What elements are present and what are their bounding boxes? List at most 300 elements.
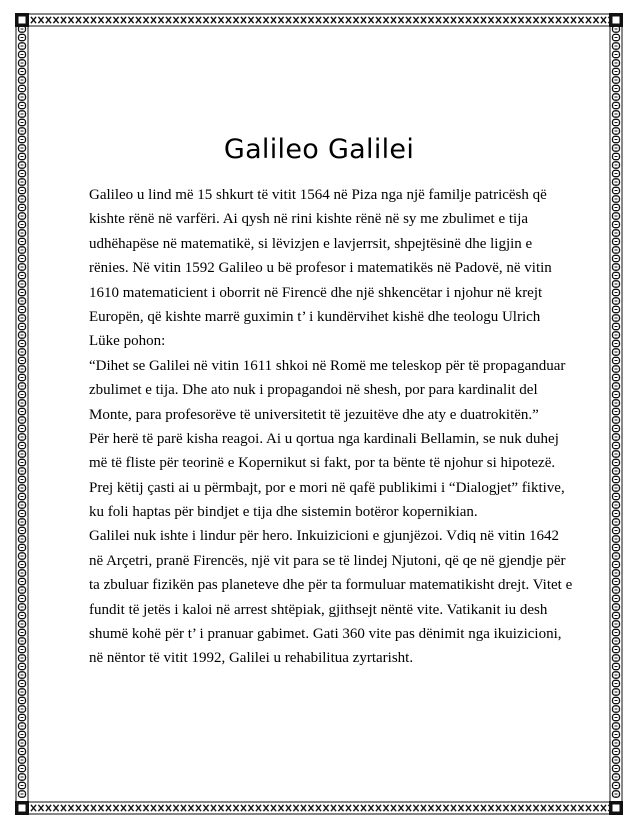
border-x-mark [128, 805, 133, 811]
border-x-mark [391, 17, 396, 23]
border-chain-link [613, 196, 620, 202]
border-chain-link [19, 434, 26, 440]
border-chain-link [19, 51, 26, 57]
border-x-mark [143, 805, 148, 811]
border-x-mark [338, 17, 343, 23]
border-chain-link [613, 68, 620, 74]
border-chain-link [613, 383, 620, 389]
border-chain-link [19, 672, 26, 678]
border-chain-link [19, 340, 26, 346]
border-x-mark [331, 805, 336, 811]
border-chain-link [19, 519, 26, 525]
border-x-mark [68, 17, 73, 23]
border-chain-link [19, 791, 26, 797]
border-chain-link [19, 578, 26, 584]
border-x-mark [563, 805, 568, 811]
border-x-mark [91, 17, 96, 23]
border-chain-link [19, 238, 26, 244]
text-line: Për herë të parë kisha reagoi. Ai u qortua nga kardinali Bellamin, se nuk duhej [89, 430, 559, 447]
border-chain-link [613, 765, 620, 771]
border-chain-link [19, 723, 26, 729]
border-chain-link [19, 740, 26, 746]
border-x-mark [211, 805, 216, 811]
border-x-mark [346, 805, 351, 811]
border-chain-link [613, 714, 620, 720]
border-x-mark [353, 17, 358, 23]
border-x-mark [76, 17, 81, 23]
border-chain-link [613, 340, 620, 346]
border-chain-link [19, 731, 26, 737]
border-x-mark [571, 805, 576, 811]
border-x-mark [128, 17, 133, 23]
border-x-mark [106, 17, 111, 23]
border-x-mark [98, 17, 103, 23]
border-x-mark [151, 17, 156, 23]
border-chain-link [19, 663, 26, 669]
text-line: Galileo u lind më 15 shkurt të vitit 1564 në Piza nga një familje patricësh që [89, 187, 547, 203]
text-line: “Dihet se Galilei në vitin 1611 shkoi në Romë me teleskop për të propaganduar [89, 357, 566, 374]
text-line: në Arçetri, pranë Firencës, një vit para se të lindej Njutoni, që qe në gjendje për [89, 552, 566, 569]
border-x-mark [53, 805, 58, 811]
border-x-mark [91, 805, 96, 811]
border-x-mark [458, 17, 463, 23]
border-chain-link [19, 655, 26, 661]
border-chain-link [19, 230, 26, 236]
border-chain-link [613, 298, 620, 304]
border-chain-link [19, 374, 26, 380]
border-chain-link [19, 510, 26, 516]
border-chain-link [19, 536, 26, 542]
border-x-mark [271, 805, 276, 811]
border-chain-link [613, 510, 620, 516]
border-x-mark [451, 805, 456, 811]
border-chain-link [613, 527, 620, 533]
border-x-mark [83, 805, 88, 811]
border-x-mark [413, 805, 418, 811]
border-chain-link [19, 247, 26, 253]
border-x-mark [593, 17, 598, 23]
border-x-mark [368, 805, 373, 811]
text-line: Monte, para profesorëve të universitetit të jezuitëve dhe aty e duatrokitën.” [89, 406, 539, 423]
border-x-mark [218, 805, 223, 811]
border-x-mark [256, 17, 261, 23]
border-chain-link [613, 544, 620, 550]
border-chain-link [19, 170, 26, 176]
border-chain-link [613, 272, 620, 278]
border-x-mark [263, 17, 268, 23]
border-chain-link [19, 595, 26, 601]
border-chain-link [613, 774, 620, 780]
border-chain-link [613, 731, 620, 737]
border-x-mark [31, 805, 36, 811]
border-x-mark [556, 17, 561, 23]
border-chain-link [613, 187, 620, 193]
border-chain-link [19, 544, 26, 550]
border-x-mark [316, 17, 321, 23]
border-chain-link [613, 60, 620, 66]
border-x-mark [256, 805, 261, 811]
border-x-mark [526, 17, 531, 23]
border-chain-link [19, 638, 26, 644]
border-x-mark [61, 805, 66, 811]
border-chain-link [19, 553, 26, 559]
border-x-mark [406, 17, 411, 23]
border-x-mark [368, 17, 373, 23]
border-chain-link [613, 230, 620, 236]
border-x-mark [181, 17, 186, 23]
border-chain-link [19, 774, 26, 780]
border-x-mark [481, 17, 486, 23]
border-x-mark [398, 805, 403, 811]
border-chain-link [613, 255, 620, 261]
border-x-mark [421, 17, 426, 23]
border-chain-link [613, 655, 620, 661]
border-chain-link [19, 459, 26, 465]
border-chain-link [613, 315, 620, 321]
border-chain-link [613, 417, 620, 423]
border-chain-link [613, 672, 620, 678]
border-x-mark [466, 805, 471, 811]
border-x-mark [601, 805, 606, 811]
border-x-mark [46, 805, 51, 811]
text-line: Lüke pohon: [89, 333, 166, 350]
border-x-mark [451, 17, 456, 23]
border-x-mark [293, 17, 298, 23]
text-line: fundit të jetës i kaloi në arrest shtëpiak, gjithsejt nëntë vite. Vatikanit iu desh [89, 601, 548, 618]
border-chain-link [19, 332, 26, 338]
border-x-mark [241, 17, 246, 23]
border-chain-link [19, 451, 26, 457]
border-chain-link [613, 680, 620, 686]
border-chain-link [19, 196, 26, 202]
border-x-mark [271, 17, 276, 23]
border-x-mark [226, 17, 231, 23]
border-x-mark [218, 17, 223, 23]
border-chain-link [613, 493, 620, 499]
border-chain-link [19, 714, 26, 720]
border-chain-link [613, 408, 620, 414]
border-x-mark [503, 17, 508, 23]
border-chain-link [19, 77, 26, 83]
border-x-mark [533, 17, 538, 23]
border-x-mark [98, 805, 103, 811]
border-chain-link [19, 697, 26, 703]
border-x-mark [481, 805, 486, 811]
border-chain-link [613, 85, 620, 91]
border-x-mark [61, 17, 66, 23]
border-chain-link [19, 221, 26, 227]
border-x-mark [421, 805, 426, 811]
border-x-mark [466, 17, 471, 23]
border-x-mark [571, 17, 576, 23]
border-x-mark [331, 17, 336, 23]
border-x-mark [496, 17, 501, 23]
border-chain-link [613, 561, 620, 567]
border-chain-link [613, 425, 620, 431]
border-x-mark [248, 805, 253, 811]
border-chain-link [613, 451, 620, 457]
border-x-mark [31, 17, 36, 23]
border-x-mark [473, 805, 478, 811]
border-x-mark [226, 805, 231, 811]
border-x-mark [346, 17, 351, 23]
border-chain-link [19, 527, 26, 533]
border-chain-link [613, 119, 620, 125]
border-x-mark [511, 805, 516, 811]
border-x-mark [586, 805, 591, 811]
text-line: ta zbuluar fizikën pas planeteve dhe për ta formuluar matematikisht drejt. Vitet e [89, 577, 573, 594]
text-line: shumë kohë për t’ i pranuar gabimet. Gati 360 vite pas dënimit nga ikuizicioni, [89, 626, 562, 643]
border-x-mark [233, 805, 238, 811]
border-chain-link [613, 459, 620, 465]
border-x-mark [136, 17, 141, 23]
border-x-mark [578, 17, 583, 23]
border-chain-link [613, 740, 620, 746]
border-x-mark [338, 805, 343, 811]
border-chain-link [19, 43, 26, 49]
border-chain-link [613, 612, 620, 618]
border-chain-link [19, 502, 26, 508]
border-x-mark [428, 17, 433, 23]
border-chain-link [19, 442, 26, 448]
text-line: udhëhapëse në matematikë, si lëvizjen e lavjerrsit, shpejtësinë dhe ligjin e [89, 235, 533, 252]
border-chain-link [19, 187, 26, 193]
text-line: Prej këtij çasti ai u përmbajt, por e mori në qafë publikimi i “Dialogjet” fiktive, [89, 479, 565, 496]
border-x-mark [578, 805, 583, 811]
border-chain-link [613, 791, 620, 797]
border-x-mark [511, 17, 516, 23]
border-chain-link [613, 400, 620, 406]
border-chain-link [613, 621, 620, 627]
border-x-mark [136, 805, 141, 811]
border-x-mark [203, 17, 208, 23]
border-chain-link [19, 349, 26, 355]
border-x-mark [541, 17, 546, 23]
border-x-mark [53, 17, 58, 23]
border-chain-link [19, 570, 26, 576]
border-chain-link [613, 638, 620, 644]
border-x-mark [361, 17, 366, 23]
border-chain-link [613, 102, 620, 108]
border-chain-link [19, 111, 26, 117]
border-chain-link [613, 111, 620, 117]
border-chain-link [613, 570, 620, 576]
border-chain-link [613, 629, 620, 635]
border-chain-link [613, 536, 620, 542]
border-x-mark [503, 805, 508, 811]
border-x-mark [406, 805, 411, 811]
page-title: Galileo Galilei [223, 134, 415, 165]
border-chain-link [19, 357, 26, 363]
border-chain-link [19, 391, 26, 397]
border-chain-link [613, 646, 620, 652]
border-chain-link [19, 272, 26, 278]
border-chain-link [19, 604, 26, 610]
border-x-mark [413, 17, 418, 23]
border-x-mark [601, 17, 606, 23]
border-chain-link [613, 281, 620, 287]
border-chain-link [613, 476, 620, 482]
border-chain-link [19, 60, 26, 66]
border-x-mark [496, 805, 501, 811]
border-chain-link [19, 587, 26, 593]
border-chain-link [19, 757, 26, 763]
border-x-mark [166, 805, 171, 811]
text-line: ku foli haptas për bindjet e tija dhe sistemin botëror kopernikian. [89, 504, 478, 521]
border-chain-link [613, 689, 620, 695]
border-x-mark [143, 17, 148, 23]
border-chain-link [613, 204, 620, 210]
border-chain-link [19, 315, 26, 321]
border-x-mark [556, 805, 561, 811]
border-x-mark [428, 805, 433, 811]
border-chain-link [19, 366, 26, 372]
border-x-mark [158, 805, 163, 811]
border-chain-link [19, 289, 26, 295]
border-x-mark [383, 17, 388, 23]
border-x-mark [443, 805, 448, 811]
border-chain-link [19, 213, 26, 219]
border-x-mark [308, 805, 313, 811]
border-x-mark [121, 805, 126, 811]
border-chain-link [19, 476, 26, 482]
border-chain-link [613, 238, 620, 244]
border-x-mark [38, 805, 43, 811]
border-x-mark [68, 805, 73, 811]
border-x-mark [113, 805, 118, 811]
border-chain-link [613, 349, 620, 355]
border-x-mark [316, 805, 321, 811]
border-x-mark [151, 805, 156, 811]
border-chain-link [613, 323, 620, 329]
border-chain-link [613, 51, 620, 57]
border-x-mark [196, 805, 201, 811]
text-line: zbulimet e tija. Dhe ato nuk i propagandoi në shesh, por para kardinalit del [89, 382, 538, 399]
border-chain-link [613, 289, 620, 295]
border-chain-link [19, 94, 26, 100]
border-chain-link [19, 561, 26, 567]
border-x-mark [488, 805, 493, 811]
border-chain-link [613, 442, 620, 448]
border-x-mark [113, 17, 118, 23]
border-chain-link [19, 306, 26, 312]
border-chain-link [19, 468, 26, 474]
border-x-mark [121, 17, 126, 23]
border-chain-link [613, 485, 620, 491]
border-x-mark [233, 17, 238, 23]
border-x-mark [563, 17, 568, 23]
border-chain-link [613, 502, 620, 508]
border-x-mark [436, 17, 441, 23]
border-chain-link [613, 170, 620, 176]
body-text [89, 183, 573, 671]
border-x-mark [526, 805, 531, 811]
border-x-mark [188, 805, 193, 811]
border-x-mark [518, 805, 523, 811]
border-x-mark [46, 17, 51, 23]
border-chain-link [613, 706, 620, 712]
border-x-mark [308, 17, 313, 23]
border-x-mark [541, 805, 546, 811]
border-chain-link [19, 298, 26, 304]
border-x-mark [301, 805, 306, 811]
border-x-mark [518, 17, 523, 23]
border-x-mark [173, 17, 178, 23]
border-x-mark [548, 17, 553, 23]
border-chain-link [613, 34, 620, 40]
border-chain-link [19, 264, 26, 270]
border-chain-link [19, 493, 26, 499]
border-chain-link [19, 34, 26, 40]
border-chain-link [19, 119, 26, 125]
border-chain-link [613, 519, 620, 525]
border-chain-link [19, 179, 26, 185]
border-chain-link [613, 357, 620, 363]
border-chain-link [613, 723, 620, 729]
text-line: më të fliste për teorinë e Kopernikut si fakt, por ta bënte të njohur si hipotezë. [89, 455, 556, 472]
border-chain-link [19, 323, 26, 329]
border-x-mark [533, 805, 538, 811]
border-x-mark [488, 17, 493, 23]
border-x-mark [376, 805, 381, 811]
text-line: Europën, që kishte marrë guximin t’ i kundërvihet kishë dhe teologu Ulrich [89, 308, 541, 325]
border-chain-link [613, 366, 620, 372]
border-x-mark [248, 17, 253, 23]
border-chain-link [613, 434, 620, 440]
border-chain-link [19, 417, 26, 423]
border-chain-link [613, 663, 620, 669]
border-x-mark [38, 17, 43, 23]
border-chain-link [613, 77, 620, 83]
border-chain-link [613, 179, 620, 185]
border-chain-link [613, 306, 620, 312]
border-chain-link [19, 383, 26, 389]
border-x-mark [158, 17, 163, 23]
border-chain-link [19, 102, 26, 108]
border-chain-link [613, 697, 620, 703]
border-chain-link [613, 468, 620, 474]
border-chain-link [19, 680, 26, 686]
border-chain-link [19, 255, 26, 261]
border-chain-link [19, 621, 26, 627]
border-chain-link [613, 221, 620, 227]
border-x-mark [383, 805, 388, 811]
border-x-mark [323, 17, 328, 23]
border-x-mark [241, 805, 246, 811]
border-chain-link [613, 595, 620, 601]
border-x-mark [548, 805, 553, 811]
border-x-mark [293, 805, 298, 811]
border-x-mark [376, 17, 381, 23]
border-chain-link [19, 689, 26, 695]
border-chain-link [19, 706, 26, 712]
border-chain-link [19, 425, 26, 431]
border-chain-link [613, 264, 620, 270]
border-chain-link [19, 612, 26, 618]
border-chain-link [19, 629, 26, 635]
border-chain-link [613, 748, 620, 754]
border-chain-link [19, 646, 26, 652]
border-chain-link [613, 391, 620, 397]
border-chain-link [613, 587, 620, 593]
border-chain-link [19, 85, 26, 91]
border-x-mark [181, 805, 186, 811]
border-x-mark [361, 805, 366, 811]
border-x-mark [436, 805, 441, 811]
border-x-mark [301, 17, 306, 23]
border-chain-link [613, 213, 620, 219]
border-x-mark [211, 17, 216, 23]
